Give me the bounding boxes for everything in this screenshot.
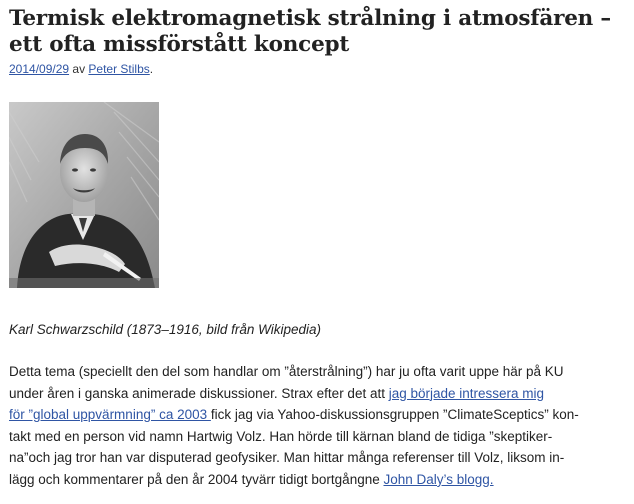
body-line-3 (9, 404, 623, 426)
author-link[interactable]: Peter Stilbs (88, 62, 150, 76)
body-line-4: takt med en person vid namn Hartwig Volz. Han hörde till kärnan bland de tidiga ”skeptiker- (9, 428, 553, 444)
link-global-uppvarmning[interactable]: för ”global uppvärmning” ca 2003 (9, 407, 211, 423)
body-line-6 (9, 469, 623, 491)
post-date-link[interactable]: 2014/09/29 (9, 62, 70, 76)
link-john-dalys-blogg[interactable]: John Daly’s blogg. (383, 471, 494, 487)
post-meta-by: av (69, 62, 89, 76)
body-line-2 (9, 383, 623, 405)
link-jag-borjade[interactable]: jag började intressera mig (388, 385, 545, 401)
body-line-6-text: lägg och kommentarer på den år 2004 tyvärr tidigt bortgångne (9, 471, 384, 487)
schwarzschild-photo-image (9, 102, 159, 288)
post-meta-end: . (149, 62, 154, 76)
blog-post (9, 6, 629, 487)
body-line-2-text: under åren i ganska animerade diskussioner. Strax efter det att (9, 385, 389, 401)
post-title: Termisk elektromagnetisk strålning i atmosfären – ett ofta missförstått koncept (9, 6, 611, 57)
body-line-3-text: fick jag via Yahoo-diskussionsgruppen ”ClimateSceptics” kon- (210, 407, 579, 423)
body-line-1: Detta tema (speciellt den del som handlar om ”återstrålning”) har ju ofta varit uppe här på KU (9, 364, 564, 379)
post-meta (9, 61, 629, 77)
figure-caption: Karl Schwarzschild (1873–1916, bild från Wikipedia) (9, 322, 322, 337)
post-body (9, 361, 623, 491)
body-line-5: na”och jag tror han var disputerad geofysiker. Man hittar många referenser till Volz, liksom in- (9, 450, 565, 466)
schwarzschild-photo (9, 102, 159, 288)
